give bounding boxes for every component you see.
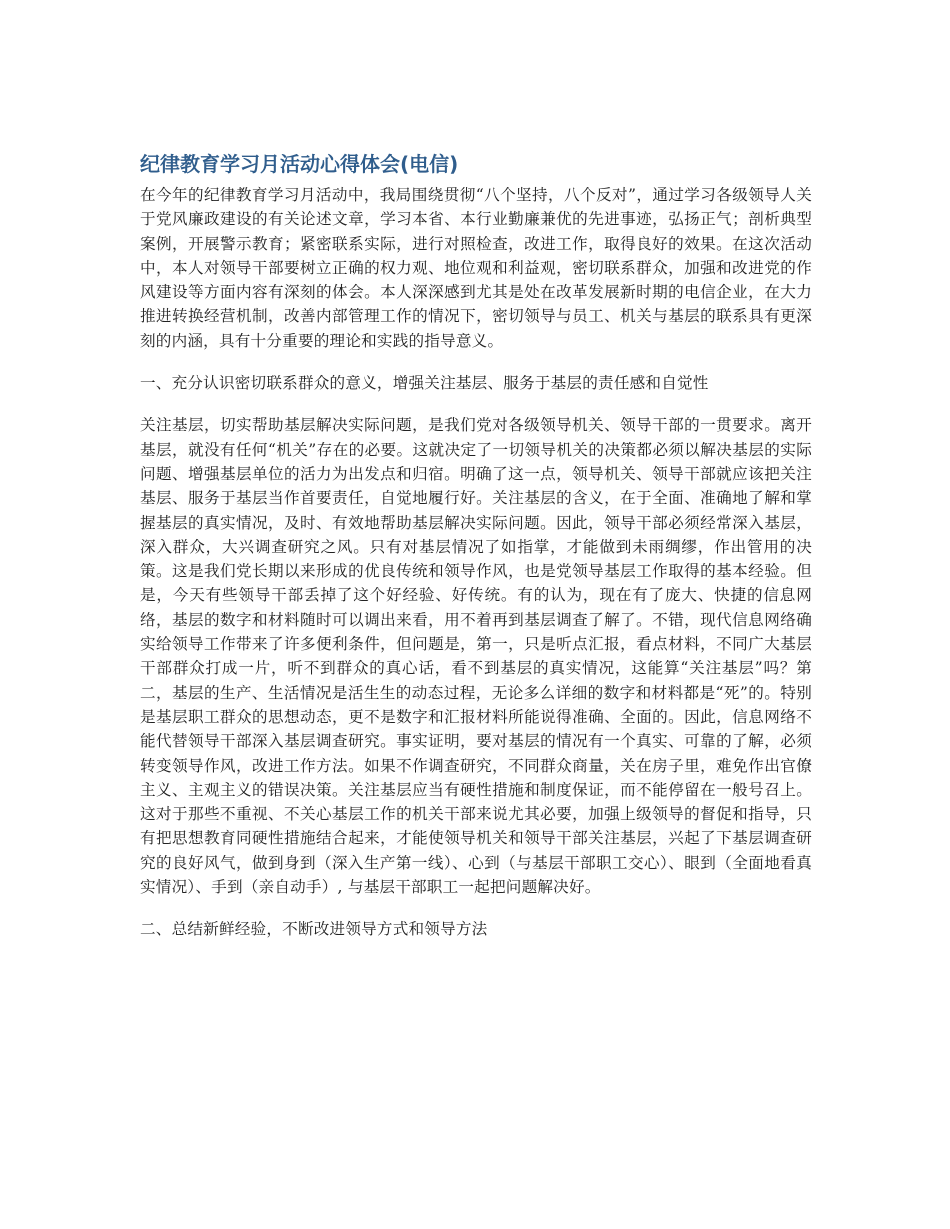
intro-paragraph: 在今年的纪律教育学习月活动中，我局围绕贯彻“八个坚持，八个反对”，通过学习各级领导人关于党风廉政建设的有关论述文章，学习本省、本行业勤廉兼优的先进事迹，弘扬正气；剖析典型案例，开展警示教育；紧密联系实际，进行对照检查，改进工作，取得良好的效果。在这次活动中，本人对领导干部要树立正确的权力观、地位观和利益观，密切联系群众，加强和改进党的作风建设等方面内容有深刻的体会。本人深深感到尤其是处在改革发展新时期的电信企业，在大力推进转换经营机制，改善内部管理工作的情况下，密切领导与员工、机关与基层的联系具有更深刻的内涵，具有十分重要的理论和实践的指导意义。 <box>140 186 812 350</box>
document-title: 纪律教育学习月活动心得体会(电信) <box>140 152 459 176</box>
section-1-heading: 一、充分认识密切联系群众的意义，增强关注基层、服务于基层的责任感和自觉性 <box>140 374 709 393</box>
document-page <box>140 148 812 942</box>
section-2-heading: 二、总结新鲜经验，不断改进领导方式和领导方法 <box>140 920 488 939</box>
section-1-body: 关注基层，切实帮助基层解决实际问题，是我们党对各级领导机关、领导干部的一贯要求。离开基层，就没有任何“机关”存在的必要。这就决定了一切领导机关的决策都必须以解决基层的实际问题、增强基层单位的活力为出发点和归宿。明确了这一点，领导机关、领导干部就应该把关注基层、服务于基层当作首要责任，自觉地履行好。关注基层的含义，在于全面、准确地了解和掌握基层的真实情况，及时、有效地帮助基层解决实际问题。因此，领导干部必须经常深入基层，深入群众，大兴调查研究之风。只有对基层情况了如指掌，才能做到未雨绸缪，作出管用的决策。这是我们党长期以来形成的优良传统和领导作风，也是党领导基层工作取得的基本经验。但是，今天有些领导干部丢掉了这个好经验、好传统。有的认为，现在有了庞大、快捷的信息网络，基层的数字和材料随时可以调出来看，用不着再到基层调查了解了。不错，现代信息网络确实给领导工作带来了许多便利条件，但问题是，第一，只是听点汇报，看点材料，不同广大基层干部群众打成一片，听不到群众的真心话，看不到基层的真实情况，这能算“关注基层”吗？第二，基层的生产、生活情况是活生生的动态过程，无论多么详细的数字和材料都是“死”的。特别是基层职工群众的思想动态，更不是数字和汇报材料所能说得准确、全面的。因此，信息网络不能代替领导干部深入基层调查研究。事实证明，要对基层的情况有一个真实、可靠的了解，必须转变领导作风，改进工作方法。如果不作调查研究，不同群众商量，关在房子里，难免作出官僚主义、主观主义的错误决策。关注基层应当有硬性措施和制度保证，而不能停留在一般号召上。这对于那些不重视、不关心基层工作的机关干部来说尤其必要，加强上级领导的督促和指导，只有把思想教育同硬性措施结合起来，才能使领导机关和领导干部关注基层，兴起了下基层调查研究的良好风气，做到身到（深入生产第一线）、心到（与基层干部职工交心）、眼到（全面地看真实情况）、手到（亲自动手）, 与基层干部职工一起把问题解决好。 <box>140 416 812 897</box>
